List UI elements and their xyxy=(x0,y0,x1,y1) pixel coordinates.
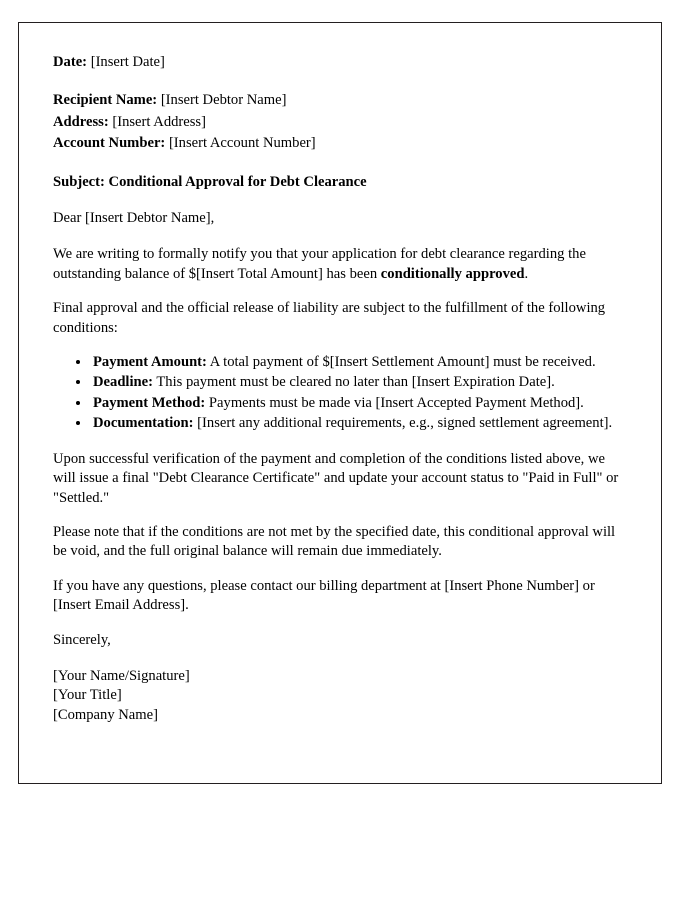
spacer xyxy=(53,616,627,631)
spacer xyxy=(53,650,627,667)
list-item xyxy=(91,414,627,433)
subject-text: Subject: Conditional Approval for Debt Clearance xyxy=(53,173,367,190)
spacer xyxy=(53,228,627,245)
condition-text: [Insert any additional requirements, e.g., signed settlement agreement]. xyxy=(193,415,613,432)
recipient-name-line xyxy=(53,91,627,110)
account-number-label: Account Number: xyxy=(53,135,166,152)
account-number-value: [Insert Account Number] xyxy=(168,135,316,152)
condition-label: Documentation: xyxy=(93,415,194,432)
intro-text-part1: We are writing to formally notify you that your application for debt clearance regarding the outstanding balance of $[Insert Total Amount] has been xyxy=(53,246,586,282)
salutation: Dear [Insert Debtor Name], xyxy=(53,210,215,227)
letter-content xyxy=(19,23,661,725)
account-number-line xyxy=(53,134,627,153)
date-value: [Insert Date] xyxy=(90,54,165,70)
intro-text-part2: . xyxy=(524,265,529,282)
condition-text: A total payment of $[Insert Settlement Amount] must be received. xyxy=(206,354,596,371)
condition-text: This payment must be cleared no later than [Insert Expiration Date]. xyxy=(153,374,555,391)
signature-block xyxy=(53,667,627,725)
spacer xyxy=(53,562,627,577)
spacer xyxy=(53,284,627,299)
list-item xyxy=(91,373,627,392)
conditions-list xyxy=(53,353,627,434)
spacer xyxy=(53,508,627,523)
recipient-name-value: [Insert Debtor Name] xyxy=(160,92,287,109)
letter-border-frame xyxy=(18,22,662,784)
conditions-intro-paragraph: Final approval and the official release of liability are subject to the fulfillment of the following conditions: xyxy=(53,300,606,336)
verification-paragraph: Upon successful verification of the payment and completion of the conditions listed above, we will issue a final "Debt Clearance Certificate" and update your account status to "Paid in Full" or "Settled." xyxy=(53,450,619,506)
address-line xyxy=(53,113,627,132)
condition-label: Deadline: xyxy=(93,374,153,391)
intro-paragraph xyxy=(53,245,627,284)
signature-company: [Company Name] xyxy=(53,706,158,723)
recipient-name-label: Recipient Name: xyxy=(53,92,158,109)
intro-emphasis: conditionally approved xyxy=(380,265,525,282)
spacer xyxy=(53,435,627,450)
list-item xyxy=(91,353,627,372)
signature-title: [Your Title] xyxy=(53,687,122,704)
subject-line xyxy=(53,173,627,192)
closing-salutation: Sincerely, xyxy=(53,631,111,648)
spacer xyxy=(53,156,627,173)
spacer xyxy=(53,338,627,353)
signature-name: [Your Name/Signature] xyxy=(53,667,190,684)
list-item xyxy=(91,394,627,413)
condition-text: Payments must be made via [Insert Accepted Payment Method]. xyxy=(205,394,584,411)
date-label: Date: xyxy=(53,54,88,70)
spacer xyxy=(53,192,627,209)
condition-label: Payment Method: xyxy=(93,394,206,411)
contact-paragraph: If you have any questions, please contact our billing department at [Insert Phone Number] or [Insert Email Address]. xyxy=(53,577,595,614)
condition-label: Payment Amount: xyxy=(93,354,207,371)
date-line xyxy=(53,53,627,72)
address-label: Address: xyxy=(53,113,109,130)
address-value: [Insert Address] xyxy=(112,113,206,130)
void-paragraph: Please note that if the conditions are not met by the specified date, this conditional approval will be void, and the full original balance will remain due immediately. xyxy=(53,523,616,560)
spacer xyxy=(53,74,627,91)
